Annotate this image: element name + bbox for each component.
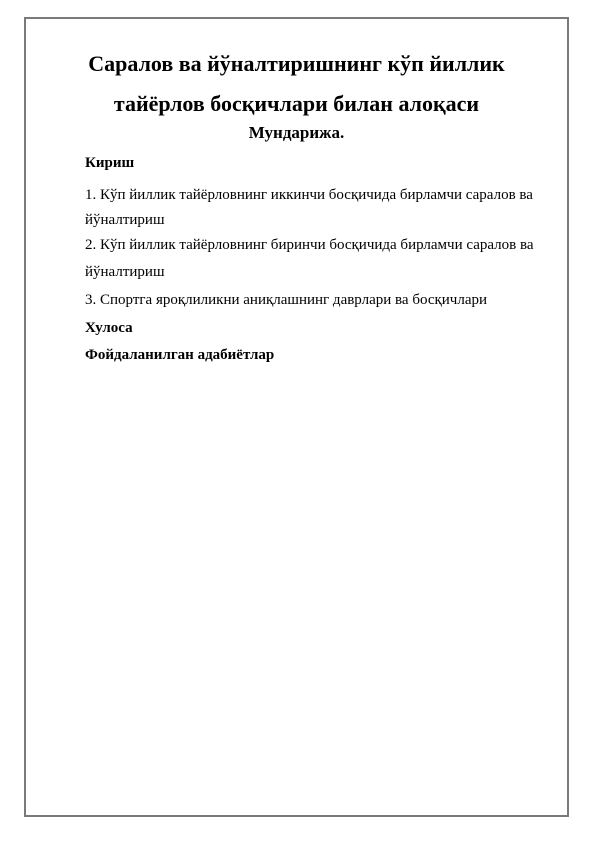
toc-references: Фойдаланилган адабиётлар — [85, 347, 275, 363]
toc-intro: Кириш — [85, 155, 135, 171]
document-title-line-1: Саралов ва йўналтиришнинг кўп йиллик — [88, 51, 505, 76]
toc-conclusion: Хулоса — [85, 320, 133, 336]
toc-heading: Мундарижа. — [248, 123, 345, 142]
toc-item-1-line-2: йўналтириш — [85, 212, 165, 228]
document-title-line-2: тайёрлов босқичлари билан алоқаси — [113, 91, 480, 116]
toc-item-2-line-1: 2. Кўп йиллик тайёрловнинг биринчи босқичида бирламчи саралов ва — [85, 237, 534, 253]
toc-item-2-line-2: йўналтириш — [85, 264, 165, 280]
toc-item-3: 3. Спортга яроқлиликни аниқлашнинг даврлари ва босқичлари — [85, 292, 488, 308]
toc-item-1-line-1: 1. Кўп йиллик тайёрловнинг иккинчи босқичида бирламчи саралов ва — [85, 187, 533, 203]
